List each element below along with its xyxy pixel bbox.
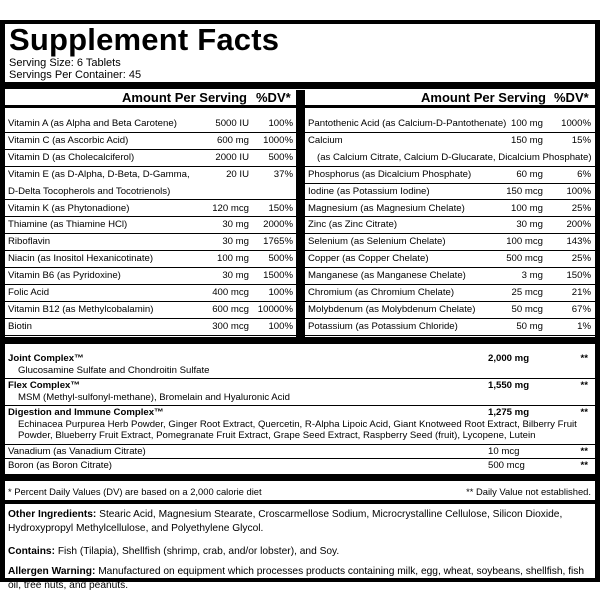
lower-thick-bar [5, 474, 595, 481]
nutrient-amount: 2000 IU [215, 151, 249, 163]
boron-amount: 500 mcg [488, 460, 525, 471]
nutrient-name: Folic Acid [8, 287, 50, 298]
nutrient-row [305, 302, 595, 319]
nutrient-amount: 120 mcg [212, 202, 249, 214]
nutrient-row [5, 302, 296, 319]
column-separator [296, 90, 305, 337]
nutrient-dv: 150% [566, 270, 591, 282]
divider [5, 444, 595, 445]
nutrient-amount: 100 mg [217, 253, 249, 265]
top-thick-bar [5, 82, 595, 89]
nutrient-dv: 67% [571, 303, 591, 315]
nutrient-row [305, 268, 595, 285]
nutrient-name: Vitamin A (as Alpha and Beta Carotene) [8, 118, 177, 129]
other-ingredients [8, 508, 592, 536]
nutrient-amount: 150 mg [511, 134, 543, 146]
nutrient-dv: 100% [566, 185, 591, 197]
nutrient-amount: 30 mg [222, 270, 249, 282]
nutrient-dv: 1000% [561, 118, 591, 129]
divider [5, 378, 595, 379]
blend-amount: 1,550 mg [488, 380, 530, 391]
row-divider [5, 335, 296, 336]
nutrient-amount: 100 mcg [506, 236, 543, 248]
nutrient-dv: 500% [268, 253, 293, 265]
allergen-warning [8, 565, 592, 593]
nutrient-amount: 30 mg [516, 219, 543, 231]
divider [5, 458, 595, 459]
boron-dv: ** [580, 460, 588, 471]
nutrient-row [305, 319, 595, 336]
nutrient-row [5, 217, 296, 234]
vanadium-amount: 10 mcg [488, 446, 520, 457]
nutrient-dv: 1500% [263, 270, 293, 282]
nutrient-dv: 10000% [257, 303, 293, 315]
nutrient-name: Niacin (as Inositol Hexanicotinate) [8, 253, 154, 265]
nutrient-amount: 500 mcg [506, 253, 543, 265]
nutrient-dv: 15% [571, 134, 591, 146]
blend-name: Joint Complex™ [8, 353, 84, 364]
nutrient-name: Vitamin B6 (as Pyridoxine) [8, 270, 121, 282]
other-ingredients-text: Stearic Acid, Magnesium Stearate, Croscarmellose Sodium, Microcrystalline Cellulose, Silicon Dioxide, Hydroxypropyl Methylcellulose, and Polyethylene Glycol. [8, 509, 563, 534]
serving-size: Serving Size: 6 Tablets [9, 57, 121, 69]
nutrient-row [5, 116, 296, 133]
nutrient-amount: 400 mcg [212, 287, 249, 298]
nutrient-amount: 300 mcg [212, 320, 249, 332]
panel-title: Supplement Facts [9, 22, 280, 57]
contains-label: Contains: [8, 546, 55, 557]
nutrient-dv: 2000% [263, 219, 293, 231]
nutrient-dv: 100% [268, 118, 293, 129]
nutrient-amount: 50 mg [516, 320, 543, 332]
blend-name: Flex Complex™ [8, 380, 80, 391]
left-header-bar [5, 105, 296, 108]
nutrient-row [305, 251, 595, 268]
nutrient-name: Vitamin E (as D-Alpha, D-Beta, D-Gamma, [8, 168, 190, 180]
nutrient-dv: 150% [268, 202, 293, 214]
nutrient-name: Potassium (as Potassium Chloride) [308, 320, 458, 332]
nutrient-name: Thiamine (as Thiamine HCl) [8, 219, 128, 231]
nutrient-row [305, 116, 595, 133]
nutrient-amount: 30 mg [222, 219, 249, 231]
nutrient-name: Iodine (as Potassium Iodine) [308, 185, 430, 197]
supplement-facts-inner [5, 22, 595, 591]
nutrient-dv: 25% [571, 253, 591, 265]
vanadium-dv: ** [580, 446, 588, 457]
footnote-bar [5, 500, 595, 504]
nutrient-dv: 37% [273, 168, 293, 180]
supplement-facts-panel [0, 20, 600, 591]
nutrient-dv: 1% [577, 320, 591, 332]
servings-per-container: Servings Per Container: 45 [9, 69, 142, 81]
nutrient-row [305, 167, 595, 184]
nutrient-amount: 100 mg [511, 118, 543, 129]
other-ingredients-label: Other Ingredients: [8, 509, 97, 520]
nutrient-name: (as Calcium Citrate, Calcium D-Glucarate, Dicalcium Phosphate) [317, 151, 592, 163]
nutrient-dv: 100% [268, 287, 293, 298]
blend-digestion-immune [8, 407, 592, 442]
nutrient-dv: 143% [566, 236, 591, 248]
nutrient-name: Zinc (as Zinc Citrate) [308, 219, 398, 231]
contains-text: Fish (Tilapia), Shellfish (shrimp, crab, and/or lobster), and Soy. [54, 546, 340, 557]
nutrient-dv: 1000% [263, 134, 293, 146]
nutrient-dv: 1765% [263, 236, 293, 248]
vanadium-row [8, 446, 592, 458]
nutrient-name: Vitamin K (as Phytonadione) [8, 202, 130, 214]
nutrient-dv: 200% [566, 219, 591, 231]
row-divider [305, 335, 595, 336]
allergen-text: Manufactured on equipment which processes products containing milk, egg, wheat, soybeans, shellfish, fish oil, tree nuts, and peanuts. [8, 566, 585, 591]
nutrient-row [5, 319, 296, 336]
nutrient-amount: 600 mcg [212, 303, 249, 315]
nutrient-row [5, 251, 296, 268]
nutrient-row [5, 234, 296, 251]
nutrient-amount: 100 mg [511, 202, 543, 214]
nutrient-amount: 5000 IU [215, 118, 249, 129]
blend-ingredients: MSM (Methyl-sulfonyl-methane), Bromelain and Hyaluronic Acid [18, 391, 290, 403]
dv-footnote: * Percent Daily Values (DV) are based on a 2,000 calorie diet [8, 486, 262, 497]
blend-amount: 2,000 mg [488, 353, 530, 364]
nutrient-row [5, 150, 296, 167]
nutrient-row [5, 268, 296, 285]
nutrient-dv: 100% [268, 320, 293, 332]
blend-dv: ** [580, 380, 588, 391]
boron-row [8, 460, 592, 472]
nutrient-dv: 6% [577, 168, 591, 180]
nutrient-row [5, 167, 296, 184]
nutrient-name: Riboflavin [8, 236, 51, 248]
vanadium-name: Vanadium (as Vanadium Citrate) [8, 446, 146, 457]
nutrient-dv: 25% [571, 202, 591, 214]
nutrient-row [305, 234, 595, 251]
nutrient-amount: 3 mg [521, 270, 543, 282]
nutrient-name: Calcium [308, 134, 343, 146]
blend-name: Digestion and Immune Complex™ [8, 407, 164, 418]
mid-thick-bar [5, 337, 595, 344]
blend-ingredients: Glucosamine Sulfate and Chondroitin Sulfate [18, 364, 210, 376]
nutrient-name: Vitamin C (as Ascorbic Acid) [8, 134, 129, 146]
nutrient-row [305, 133, 595, 150]
nutrient-row [5, 184, 296, 201]
blend-amount: 1,275 mg [488, 407, 530, 418]
nutrient-name: D-Delta Tocopherols and Tocotrienols) [8, 185, 171, 197]
right-amount-header: Amount Per Serving [421, 90, 546, 105]
left-amount-header: Amount Per Serving [122, 90, 247, 105]
nutrient-amount: 150 mcg [506, 185, 543, 197]
allergen-label: Allergen Warning: [8, 566, 96, 577]
nutrient-amount: 20 IU [226, 168, 249, 180]
nutrient-row [305, 217, 595, 234]
nutrient-name: Biotin [8, 320, 32, 332]
nutrient-amount: 600 mg [217, 134, 249, 146]
nutrient-amount: 60 mg [516, 168, 543, 180]
blend-dv: ** [580, 353, 588, 364]
nutrient-dv: 500% [268, 151, 293, 163]
boron-name: Boron (as Boron Citrate) [8, 460, 112, 471]
nutrient-name: Copper (as Copper Chelate) [308, 253, 429, 265]
nutrient-name: Manganese (as Manganese Chelate) [308, 270, 466, 282]
nutrient-name: Selenium (as Selenium Chelate) [308, 236, 446, 248]
nutrient-row [5, 201, 296, 218]
nutrient-amount: 50 mcg [511, 303, 543, 315]
blend-joint-complex [8, 353, 592, 376]
nutrient-name: Vitamin B12 (as Methylcobalamin) [8, 303, 154, 315]
right-dv-header: %DV* [554, 90, 589, 105]
nutrient-name: Magnesium (as Magnesium Chelate) [308, 202, 465, 214]
divider [5, 405, 595, 406]
nutrient-name: Pantothenic Acid (as Calcium-D-Pantothenate) [308, 118, 507, 129]
nutrient-row [305, 201, 595, 218]
blend-dv: ** [580, 407, 588, 418]
blend-flex-complex [8, 380, 592, 403]
nutrient-row [305, 184, 595, 201]
nutrient-row [305, 285, 595, 302]
dv-not-established-footnote: ** Daily Value not established. [466, 486, 591, 497]
nutrient-amount: 30 mg [222, 236, 249, 248]
contains-statement [8, 545, 592, 559]
nutrient-name: Phosphorus (as Dicalcium Phosphate) [308, 168, 472, 180]
nutrient-name: Chromium (as Chromium Chelate) [308, 287, 455, 298]
left-dv-header: %DV* [256, 90, 291, 105]
nutrient-row [5, 133, 296, 150]
right-header-bar [305, 105, 595, 108]
nutrient-amount: 25 mcg [511, 287, 543, 298]
blend-ingredients: Echinacea Purpurea Herb Powder, Ginger Root Extract, Quercetin, R-Alpha Lipoic Acid, Giant Knotweed Root Extract, Bilberry Fruit Powder, Blueberry Fruit Extract, Pomegranate Fruit Extract, Grape Seed Extract, Raspberry Seed (fruit), Lycopene, Lutein [18, 418, 577, 441]
nutrient-name: Vitamin D (as Cholecalciferol) [8, 151, 135, 163]
nutrient-name: Molybdenum (as Molybdenum Chelate) [308, 303, 476, 315]
nutrient-row [305, 150, 595, 167]
nutrient-row [5, 285, 296, 302]
nutrient-dv: 21% [571, 287, 591, 298]
